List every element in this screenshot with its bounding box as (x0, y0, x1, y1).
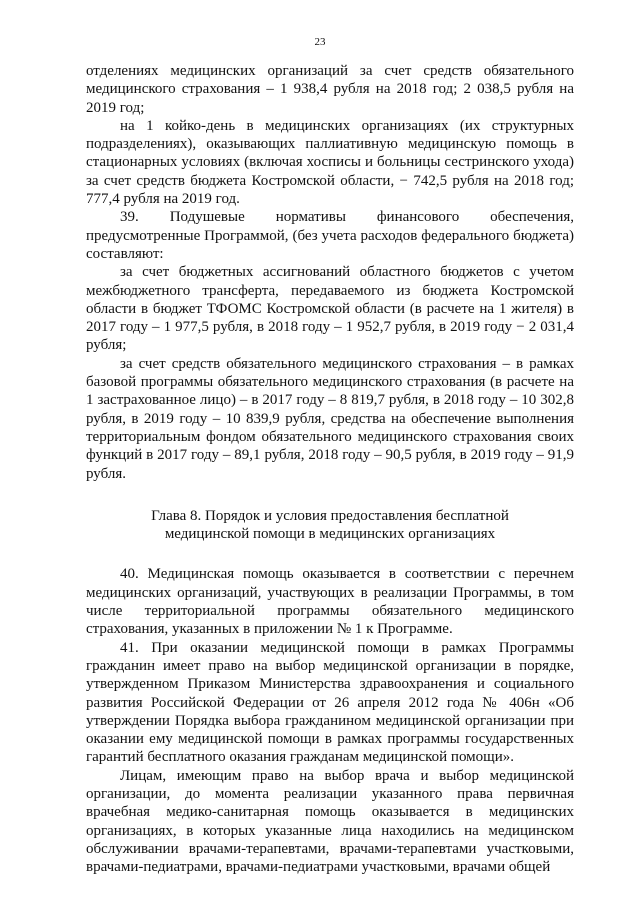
paragraph: 40. Медицинская помощь оказывается в соответствии с перечнем медицинских организаций, участвующих в реализации Программы, в том числе территориальной программы обязательного медицинского страхования, указанных в приложении № 1 к Программе. (86, 566, 574, 638)
document-body (86, 62, 574, 876)
page-number: 23 (314, 36, 326, 48)
paragraph: 41. При оказании медицинской помощи в рамках Программы гражданин имеет право на выбор медицинской организации в порядке, утвержденном Приказом Министерства здравоохранения и социального развития Российской Федерации от 26 апреля 2012 года № 406н «Об утверждении Порядка выбора гражданином медицинской организации при оказании ему медицинской помощи в рамках программы государственных гарантий бесплатного оказания гражданам медицинской помощи». (86, 639, 574, 766)
section-after-heading (86, 565, 574, 876)
section-before-heading (86, 62, 574, 483)
paragraph: за счет бюджетных ассигнований областного бюджетов с учетом межбюджетного трансферта, передаваемого из бюджета Костромской области в бюджет ТФОМС Костромской области (в расчете на 1 жителя) в 2017 году – 1 977,5 рубля, в 2018 году – 1 952,7 рубля, в 2019 году − 2 031,4 рубля; (86, 264, 574, 354)
paragraph: отделениях медицинских организаций за счет средств обязательного медицинского страхования – 1 938,4 рубля на 2018 год; 2 038,5 рубля на 2019 год; (86, 63, 574, 116)
paragraph: 39. Подушевые нормативы финансового обеспечения, предусмотренные Программой, (без учета расходов федерального бюджета) составляют: (86, 209, 574, 262)
paragraph: на 1 койко-день в медицинских организациях (их структурных подразделениях), оказывающих паллиативную медицинскую помощь в стационарных условиях (включая хосписы и больницы сестринского ухода) за счет средств бюджета Костромской области, − 742,5 рубля на 2018 год; 777,4 рубля на 2019 год. (86, 117, 574, 208)
paragraph: Лицам, имеющим право на выбор врача и выбор медицинской организации, до момента реализации указанного права первичная врачебная медико-санитарная помощь оказывается в медицинских организациях, в которых указанные лица находились на медицинском обслуживании врачами-терапевтами, врачами-терапевтами участковыми, врачами-педиатрами, врачами-педиатрами участковыми, врачами общей (86, 767, 574, 876)
paragraph: за счет средств обязательного медицинского страхования – в рамках базовой программы обязательного медицинского страхования (в расчете на 1 застрахованное лицо) – в 2017 году – 8 819,7 рубля, в 2018 году – 10 302,8 рубля, в 2019 году – 10 839,9 рубля, средства на обеспечение выполнения территориальным фондом обязательного медицинского страхования своих функций в 2017 году – 89,1 рубля, 2018 году – 90,5 рубля, в 2019 году – 91,9 рубля. (86, 355, 574, 482)
chapter-heading: Глава 8. Порядок и условия предоставления бесплатной медицинской помощи в медицинских организациях (151, 507, 509, 543)
